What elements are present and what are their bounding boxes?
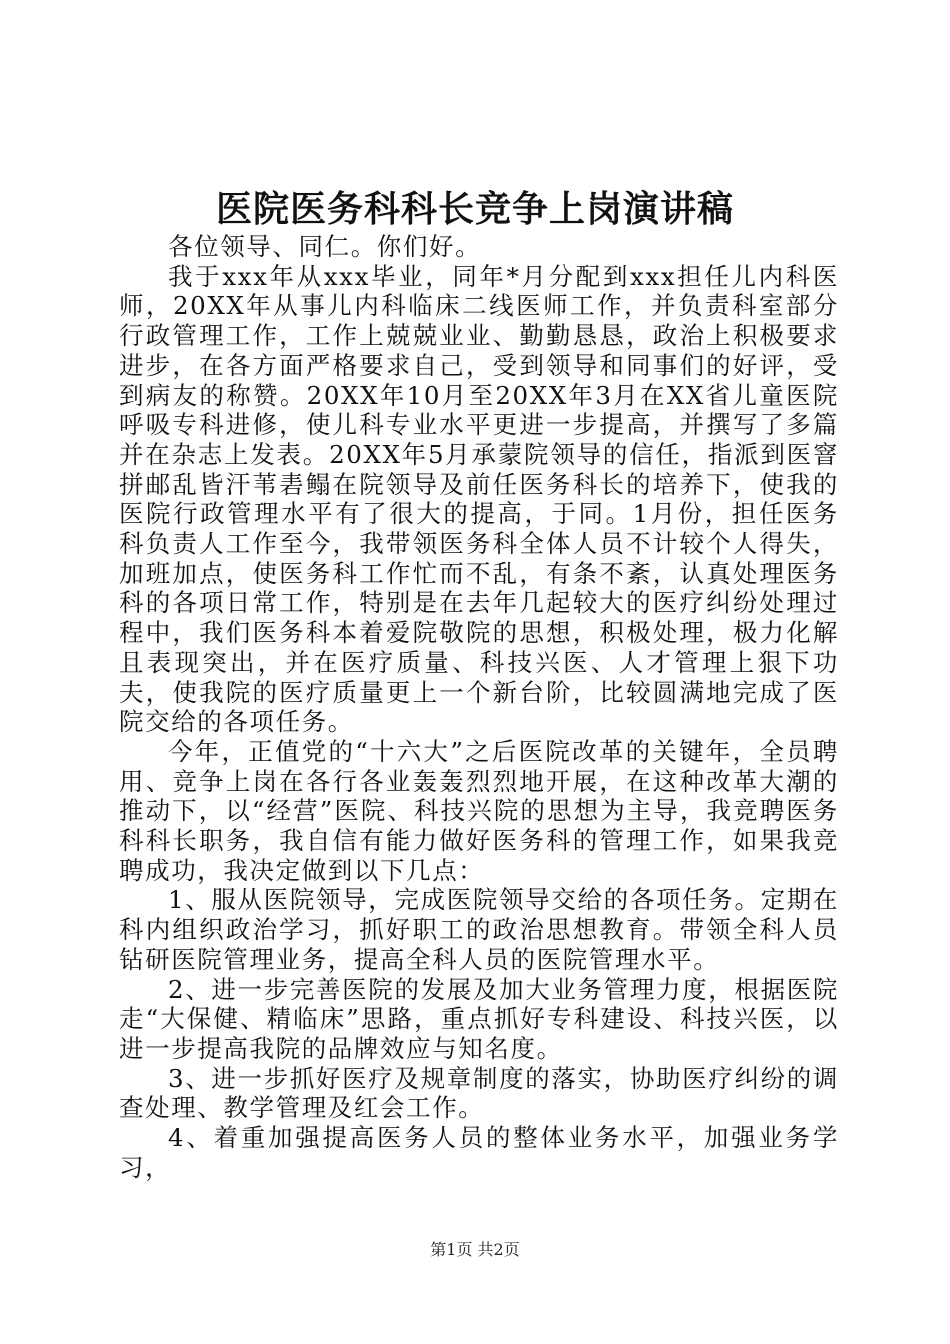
- paragraph-point-4: 4、着重加强提高医务人员的整体业务水平，加强业务学习，: [119, 1123, 839, 1182]
- paragraph-greeting: 各位领导、同仁。你们好。: [168, 232, 482, 261]
- document-title: 医院医务科科长竞争上岗演讲稿: [215, 188, 734, 230]
- paragraph-motivation: 今年，正值党的“十六大”之后医院改革的关键年，全员聘用、竞争上岗在各行各业轰轰烈烈地开展，在这种改革大潮的推动下，以“经营”医院、科技兴院的思想为主导，我竞聘医务科科长职务，我自信有能力做好医务科的管理工作，如果我竞聘成功，我决定做到以下几点：: [119, 736, 839, 885]
- paragraph-point-3: 3、进一步抓好医疗及规章制度的落实，协助医疗纠纷的调查处理、教学管理及红会工作。: [119, 1063, 839, 1123]
- paragraph-point-1: 1、服从医院领导，完成医院领导交给的各项任务。定期在科内组织政治学习，抓好职工的政治思想教育。带领全科人员钻研医院管理业务，提高全科人员的医院管理水平。: [119, 885, 839, 974]
- paragraph-point-2: 2、进一步完善医院的发展及加大业务管理力度，根据医院走“大保健、精临床”思路，重点抓好专科建设、科技兴医，以进一步提高我院的品牌效应与知名度。: [119, 974, 839, 1063]
- document-body: [119, 232, 839, 1183]
- paragraph-background: 我于xxx年从xxx毕业，同年*月分配到xxx担任儿内科医师，20XX年从事儿内科临床二线医师工作，并负责科室部分行政管理工作，工作上兢兢业业、勤勤恳恳，政治上积极要求进步，在各方面严格要求自己，受到领导和同事们的好评，受到病友的称赞。20XX年10月至20XX年3月在XX省儿童医院呼吸专科进修，使儿科专业水平更进一步提高，并撰写了多篇并在杂志上发表。20XX年5月承蒙院领导的信任，指派到医窨拼邮乱皆汗苇砉鳎在院领导及前任医务科长的培养下，使我的医院行政管理水平有了很大的提高，于同。1月份，担任医务科负责人工作至今，我带领医务科全体人员不计较个人得失，加班加点，使医务科工作忙而不乱，有条不紊，认真处理医务科的各项日常工作，特别是在去年几起较大的医疗纠纷处理过程中，我们医务科本着爱院敬院的思想，积极处理，极力化解且表现突出，并在医疗质量、科技兴医、人才管理上狠下功夫，使我院的医疗质量更上一个新台阶，比较圆满地完成了医院交给的各项任务。: [119, 261, 839, 737]
- page-footer: 第1页 共2页: [430, 1240, 520, 1259]
